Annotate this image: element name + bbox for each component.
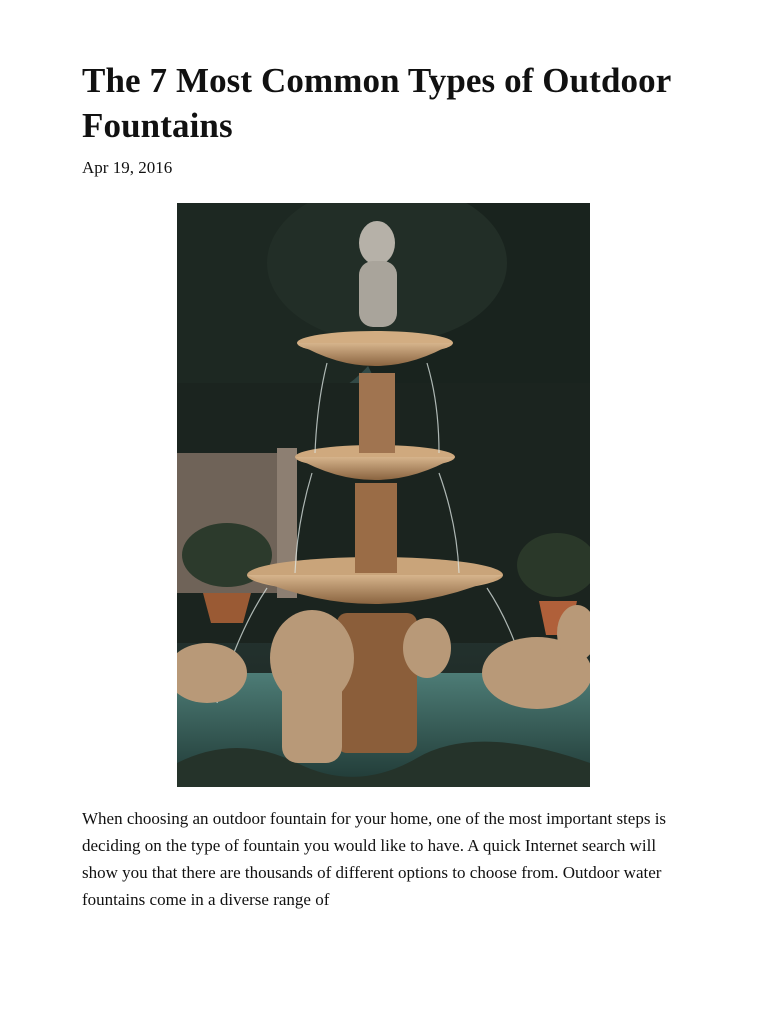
article-hero-image [177,203,590,787]
article-date: Apr 19, 2016 [82,158,173,177]
article-intro-paragraph: When choosing an outdoor fountain for your home, one of the most important steps is deciding on the type of fountain you would like to have. A quick Internet search will show you that there are thousands of different options to choose from. Outdoor water fountains come in a diverse range of [82,809,667,909]
article-title: The 7 Most Common Types of Outdoor Fountains [82,61,671,145]
fountain-photo [177,203,590,787]
